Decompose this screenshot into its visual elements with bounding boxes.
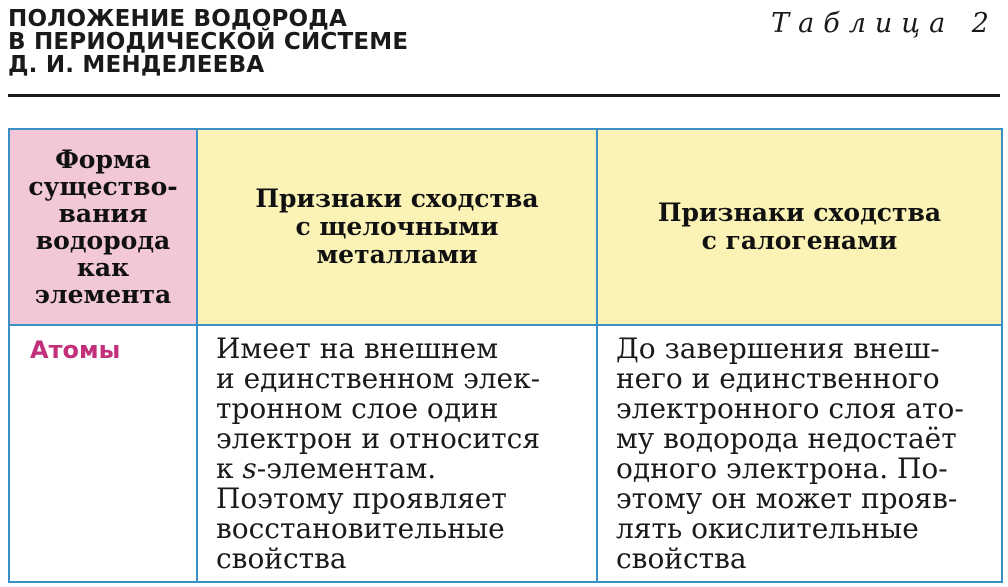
header-form-text: Форма существо- вания водорода как элемента	[28, 145, 178, 309]
header-halogen-text: Признаки сходства с галогенами	[657, 198, 942, 255]
header-alkali-text: Признаки сходства с щелочными металлами	[255, 184, 539, 269]
cell-alkali-text: Имеет на внешнем и единственном элек- тронном слое один электрон и относится к 𝑠-элементам. Поэтому проявляет восстановительные свойства	[216, 332, 541, 575]
title-line-2: В ПЕРИОДИЧЕСКОЙ СИСТЕМЕ	[8, 29, 409, 55]
header-cell-alkali	[198, 130, 598, 326]
header-cell-halogen	[598, 130, 1001, 326]
row-label-cell	[10, 326, 198, 581]
comparison-table	[8, 128, 1003, 583]
title-line-3: Д. И. МЕНДЕЛЕЕВА	[8, 52, 265, 78]
document-title	[8, 8, 408, 77]
row-label-atoms: Атомы	[30, 336, 121, 364]
header-divider	[8, 94, 1000, 97]
cell-halogen-text: До завершения внеш- него и единственного электронного слоя ато- му водорода недостаёт одного электрона. По- этому он может прояв- лять окислительные свойства	[616, 332, 964, 575]
header-cell-form	[10, 130, 198, 326]
cell-alkali	[198, 326, 598, 581]
table-number-label: Таблица 2	[771, 8, 998, 39]
cell-halogen	[598, 326, 1001, 581]
title-line-1: ПОЛОЖЕНИЕ ВОДОРОДА	[8, 6, 347, 32]
